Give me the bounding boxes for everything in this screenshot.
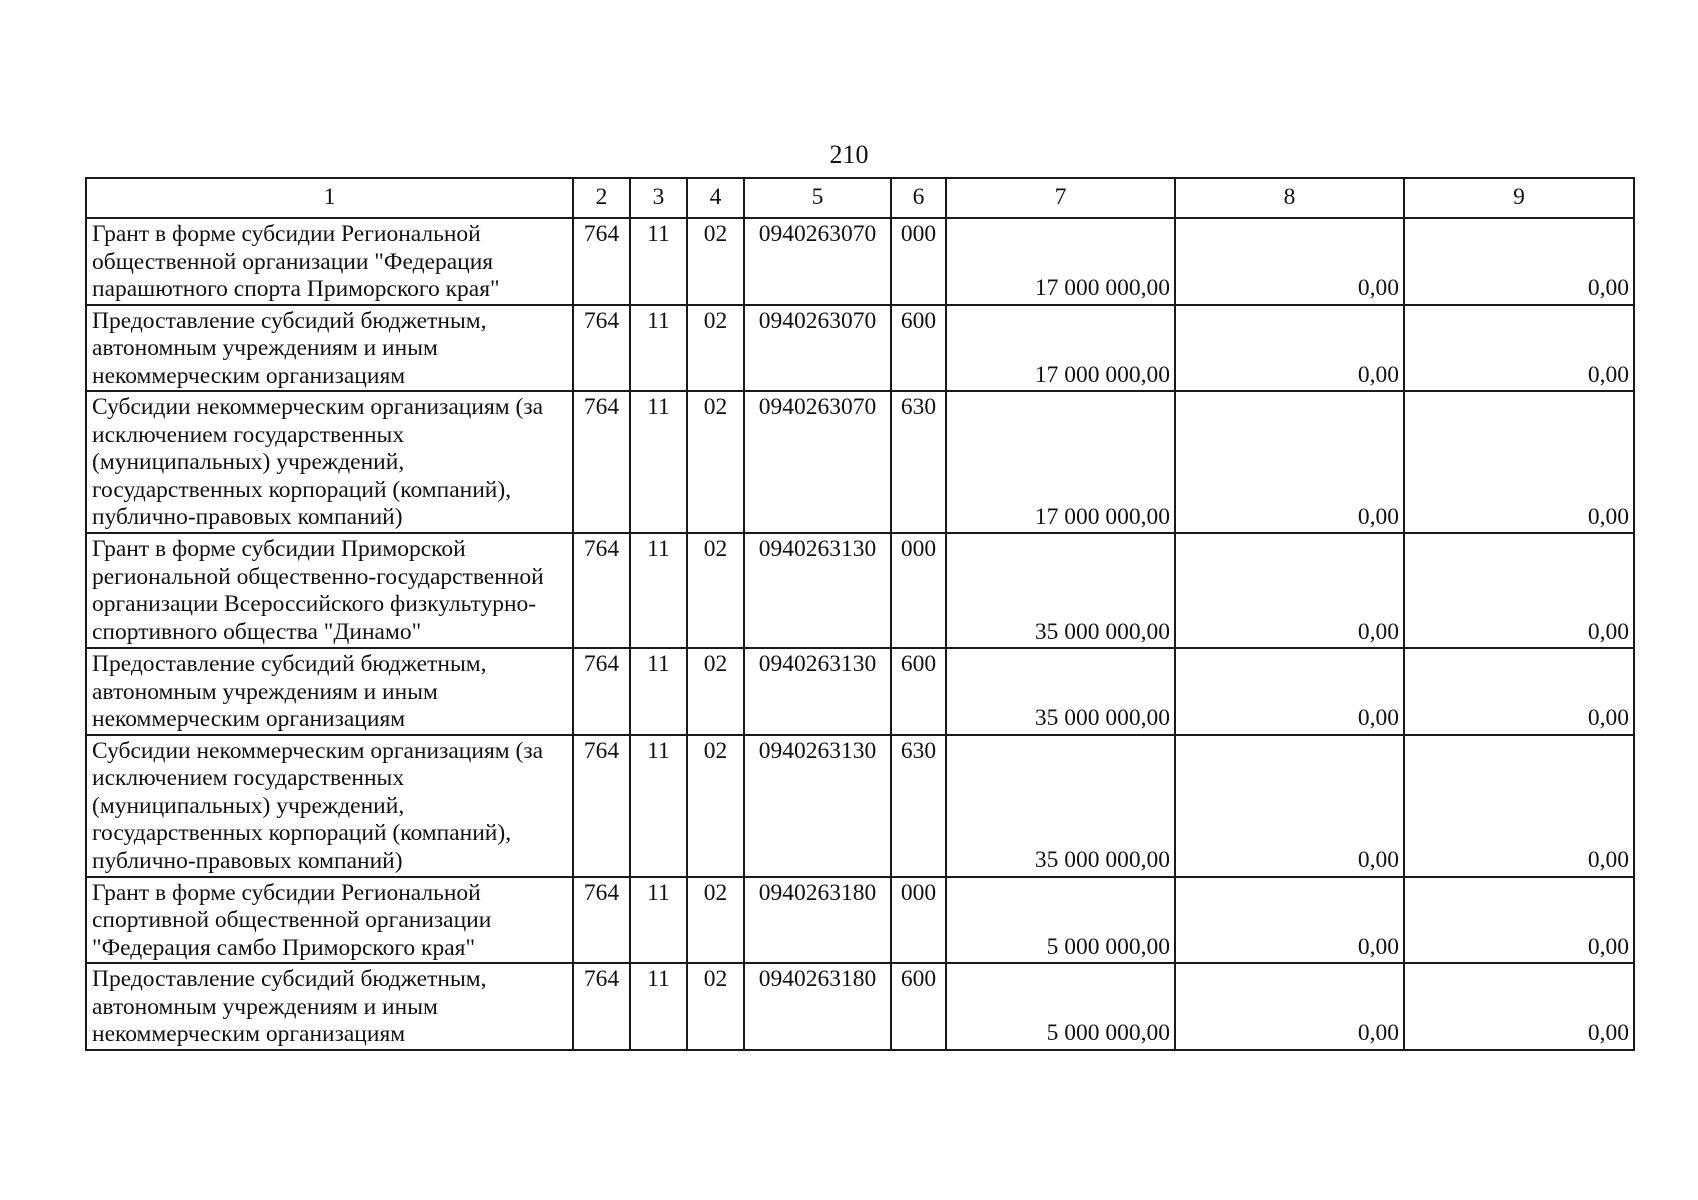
amount-col-7: 35 000 000,00 bbox=[946, 735, 1175, 877]
row-name: Грант в форме субсидии Приморской региональной общественно-государственной организации Всероссийского физкультурно-спортивного общества "Динамо" bbox=[86, 533, 573, 648]
code-col-3: 11 bbox=[630, 218, 687, 305]
code-col-2: 764 bbox=[573, 218, 630, 305]
code-col-6: 000 bbox=[891, 877, 946, 964]
header-cell: 1 bbox=[86, 178, 573, 218]
row-name: Субсидии некоммерческим организациям (за исключением государственных (муниципальных) учреждений, государственных корпораций (компаний), публично-правовых компаний) bbox=[86, 735, 573, 877]
amount-col-9: 0,00 bbox=[1404, 391, 1634, 533]
header-cell: 3 bbox=[630, 178, 687, 218]
row-name: Предоставление субсидий бюджетным, автономным учреждениям и иным некоммерческим организациям bbox=[86, 648, 573, 735]
code-col-2: 764 bbox=[573, 735, 630, 877]
table-row bbox=[86, 877, 1634, 964]
code-col-2: 764 bbox=[573, 648, 630, 735]
header-cell: 2 bbox=[573, 178, 630, 218]
code-col-3: 11 bbox=[630, 963, 687, 1050]
header-cell: 7 bbox=[946, 178, 1175, 218]
amount-col-7: 35 000 000,00 bbox=[946, 533, 1175, 648]
code-col-5: 0940263180 bbox=[744, 877, 891, 964]
code-col-6: 000 bbox=[891, 533, 946, 648]
amount-col-9: 0,00 bbox=[1404, 218, 1634, 305]
code-col-4: 02 bbox=[687, 391, 744, 533]
table-row bbox=[86, 648, 1634, 735]
code-col-5: 0940263070 bbox=[744, 218, 891, 305]
amount-col-8: 0,00 bbox=[1175, 218, 1404, 305]
code-col-3: 11 bbox=[630, 735, 687, 877]
code-col-4: 02 bbox=[687, 963, 744, 1050]
code-col-3: 11 bbox=[630, 391, 687, 533]
code-col-3: 11 bbox=[630, 648, 687, 735]
code-col-6: 000 bbox=[891, 218, 946, 305]
code-col-5: 0940263070 bbox=[744, 391, 891, 533]
table-row bbox=[86, 305, 1634, 392]
code-col-5: 0940263070 bbox=[744, 305, 891, 392]
header-cell: 9 bbox=[1404, 178, 1634, 218]
amount-col-9: 0,00 bbox=[1404, 735, 1634, 877]
code-col-2: 764 bbox=[573, 305, 630, 392]
amount-col-9: 0,00 bbox=[1404, 305, 1634, 392]
table-row bbox=[86, 391, 1634, 533]
amount-col-7: 17 000 000,00 bbox=[946, 391, 1175, 533]
page-number bbox=[0, 140, 1698, 170]
budget-table bbox=[85, 177, 1635, 1051]
code-col-6: 630 bbox=[891, 735, 946, 877]
table-row bbox=[86, 218, 1634, 305]
amount-col-8: 0,00 bbox=[1175, 735, 1404, 877]
header-cell: 8 bbox=[1175, 178, 1404, 218]
amount-col-9: 0,00 bbox=[1404, 648, 1634, 735]
amount-col-7: 5 000 000,00 bbox=[946, 877, 1175, 964]
code-col-6: 630 bbox=[891, 391, 946, 533]
amount-col-8: 0,00 bbox=[1175, 533, 1404, 648]
row-name: Субсидии некоммерческим организациям (за исключением государственных (муниципальных) учреждений, государственных корпораций (компаний), публично-правовых компаний) bbox=[86, 391, 573, 533]
table-row bbox=[86, 735, 1634, 877]
table-header-row bbox=[86, 178, 1634, 218]
code-col-4: 02 bbox=[687, 877, 744, 964]
code-col-5: 0940263130 bbox=[744, 648, 891, 735]
code-col-4: 02 bbox=[687, 533, 744, 648]
page-number-text: 210 bbox=[829, 140, 869, 169]
amount-col-7: 5 000 000,00 bbox=[946, 963, 1175, 1050]
row-name: Грант в форме субсидии Региональной спортивной общественной организации "Федерация самбо Приморского края" bbox=[86, 877, 573, 964]
code-col-2: 764 bbox=[573, 533, 630, 648]
code-col-5: 0940263180 bbox=[744, 963, 891, 1050]
header-cell: 4 bbox=[687, 178, 744, 218]
code-col-2: 764 bbox=[573, 963, 630, 1050]
row-name: Грант в форме субсидии Региональной общественной организации "Федерация парашютного спорта Приморского края" bbox=[86, 218, 573, 305]
code-col-3: 11 bbox=[630, 533, 687, 648]
code-col-5: 0940263130 bbox=[744, 735, 891, 877]
code-col-3: 11 bbox=[630, 305, 687, 392]
header-cell: 6 bbox=[891, 178, 946, 218]
amount-col-8: 0,00 bbox=[1175, 648, 1404, 735]
amount-col-8: 0,00 bbox=[1175, 963, 1404, 1050]
amount-col-8: 0,00 bbox=[1175, 305, 1404, 392]
amount-col-7: 35 000 000,00 bbox=[946, 648, 1175, 735]
amount-col-8: 0,00 bbox=[1175, 391, 1404, 533]
table-row bbox=[86, 533, 1634, 648]
code-col-6: 600 bbox=[891, 963, 946, 1050]
code-col-6: 600 bbox=[891, 305, 946, 392]
amount-col-8: 0,00 bbox=[1175, 877, 1404, 964]
row-name: Предоставление субсидий бюджетным, автономным учреждениям и иным некоммерческим организациям bbox=[86, 963, 573, 1050]
code-col-6: 600 bbox=[891, 648, 946, 735]
code-col-4: 02 bbox=[687, 305, 744, 392]
code-col-2: 764 bbox=[573, 391, 630, 533]
code-col-4: 02 bbox=[687, 735, 744, 877]
amount-col-7: 17 000 000,00 bbox=[946, 218, 1175, 305]
amount-col-9: 0,00 bbox=[1404, 877, 1634, 964]
code-col-2: 764 bbox=[573, 877, 630, 964]
code-col-3: 11 bbox=[630, 877, 687, 964]
code-col-5: 0940263130 bbox=[744, 533, 891, 648]
code-col-4: 02 bbox=[687, 218, 744, 305]
code-col-4: 02 bbox=[687, 648, 744, 735]
amount-col-9: 0,00 bbox=[1404, 533, 1634, 648]
row-name: Предоставление субсидий бюджетным, автономным учреждениям и иным некоммерческим организациям bbox=[86, 305, 573, 392]
table-row bbox=[86, 963, 1634, 1050]
amount-col-7: 17 000 000,00 bbox=[946, 305, 1175, 392]
header-cell: 5 bbox=[744, 178, 891, 218]
amount-col-9: 0,00 bbox=[1404, 963, 1634, 1050]
